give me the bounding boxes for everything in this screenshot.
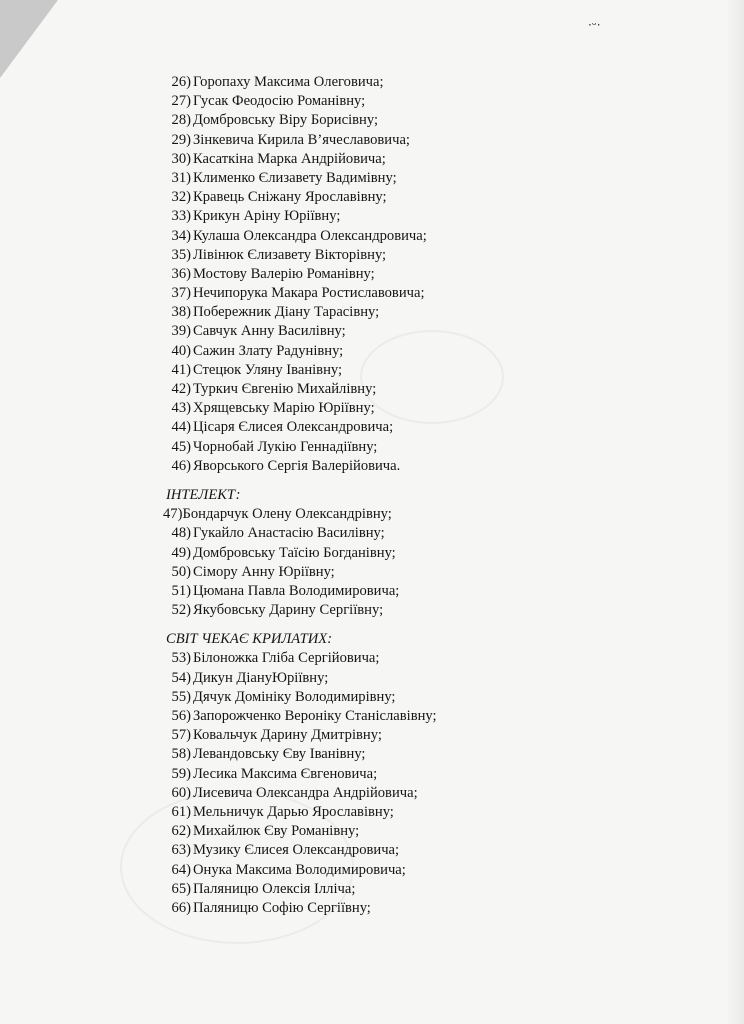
list-item-number: 66) (171, 899, 191, 916)
list-item-number: 64) (171, 861, 191, 878)
list-item-number: 38) (171, 304, 191, 321)
list-item (0, 207, 744, 226)
list-item-name: Дячук Домініку Володимирівну; (193, 688, 396, 705)
list-item-number: 53) (171, 650, 191, 667)
list-item-number: 45) (171, 438, 191, 455)
section-gap (0, 620, 744, 630)
list-section-main (0, 73, 744, 476)
list-item (0, 246, 744, 265)
list-section-svit (0, 649, 744, 918)
section-heading-text: ІНТЕЛЕКТ: (166, 486, 241, 503)
list-item-number: 33) (171, 208, 191, 225)
list-item-name: Онука Максима Володимировича; (193, 861, 406, 878)
list-item-number: 60) (171, 784, 191, 801)
list-item (0, 880, 744, 899)
list-item-name: Паляницю Олексія Ілліча; (193, 880, 356, 897)
list-item-name: Мостову Валерію Романівну; (193, 265, 375, 282)
list-item-name: Гусак Феодосію Романівну; (193, 93, 366, 110)
list-item-name: Музику Єлисея Олександровича; (193, 842, 400, 859)
list-item-number: 28) (171, 112, 191, 129)
list-item-text: 47)Бондарчук Олену Олександрівну; (163, 506, 392, 523)
list-item-number: 50) (171, 563, 191, 580)
list-item-name: Сажин Злату Радунівну; (193, 342, 344, 359)
list-item (0, 784, 744, 803)
list-item-number: 59) (171, 765, 191, 782)
list-item-number: 56) (171, 708, 191, 724)
list-item (0, 669, 744, 688)
list-item (0, 544, 744, 563)
list-item (0, 822, 744, 841)
list-item-number: 30) (171, 150, 191, 167)
list-item (0, 265, 744, 284)
list-item-number: 61) (171, 803, 191, 820)
list-item (0, 745, 744, 764)
section-heading-text: СВІТ ЧЕКАЄ КРИЛАТИХ: (166, 631, 333, 648)
name-list (0, 73, 744, 918)
list-item (0, 188, 744, 207)
list-item-name: Якубовську Дарину Сергіївну; (193, 602, 384, 619)
section-gap (0, 476, 744, 486)
list-item-number: 31) (171, 169, 191, 186)
list-item (0, 131, 744, 150)
list-item (0, 418, 744, 437)
list-item (0, 601, 744, 620)
list-item-name: Ковальчук Дарину Дмитрівну; (193, 727, 382, 744)
list-item (0, 111, 744, 130)
list-item-name: Туркич Євгенію Михайлівну; (193, 381, 377, 397)
list-item (0, 380, 744, 399)
list-item (0, 582, 744, 601)
list-item-name: Мельничук Дарью Ярославівну; (193, 803, 394, 820)
list-item-number: 57) (171, 727, 191, 744)
list-item (0, 92, 744, 111)
list-item (0, 342, 744, 361)
list-item-name: Савчук Анну Василівну; (193, 323, 346, 340)
list-item (0, 649, 744, 668)
list-item-name: Лівінюк Єлизавету Вікторівну; (193, 246, 387, 263)
list-item (0, 563, 744, 582)
list-item (0, 861, 744, 880)
list-item-number: 58) (171, 746, 191, 763)
list-item-name: Крикун Аріну Юріївну; (193, 208, 341, 225)
list-item-number: 41) (171, 361, 191, 378)
list-item (0, 227, 744, 246)
list-item (0, 303, 744, 322)
list-item-number: 37) (171, 285, 191, 302)
list-item-name: Горопаху Максима Олеговича; (193, 74, 384, 90)
list-item-name: Запорожченко Вероніку Станіславівну; (193, 708, 437, 724)
list-section-intelekt (0, 524, 744, 620)
list-item-name: Паляницю Софію Сергіївну; (193, 899, 371, 916)
list-item-name: Побережник Діану Тарасівну; (193, 304, 380, 321)
list-item-name: Яворського Сергія Валерійовича. (193, 457, 401, 474)
corner-scribble: ·ᵕ· (588, 18, 601, 32)
list-item (0, 524, 744, 543)
list-item-number: 36) (171, 265, 191, 282)
list-item (0, 505, 744, 524)
list-item-name: Лесика Максима Євгеновича; (193, 765, 378, 782)
list-item-number: 55) (171, 688, 191, 705)
list-item-name: Домбровську Віру Борисівну; (193, 112, 379, 129)
list-item-number: 44) (171, 419, 191, 436)
list-item (0, 803, 744, 822)
list-item (0, 726, 744, 745)
list-item-number: 29) (171, 131, 191, 148)
list-item-number: 39) (171, 323, 191, 340)
list-item-name: Гукайло Анастасію Василівну; (193, 525, 385, 542)
list-item (0, 438, 744, 457)
list-item-number: 32) (171, 189, 191, 206)
list-item (0, 73, 744, 92)
list-item (0, 169, 744, 188)
list-item-name: Касаткіна Марка Андрійовича; (193, 150, 386, 167)
folded-corner (0, 0, 58, 78)
list-item-number: 35) (171, 246, 191, 263)
list-item-name: Чорнобай Лукію Геннадіївну; (193, 438, 378, 455)
list-item (0, 399, 744, 418)
list-item-name: Домбровську Таїсію Богданівну; (193, 544, 396, 561)
list-item (0, 150, 744, 169)
list-item-name: Сімору Анну Юріївну; (193, 563, 335, 580)
list-item-name: Нечипорука Макара Ростиславовича; (193, 285, 425, 302)
list-item (0, 322, 744, 341)
list-item-name: Зінкевича Кирила В’ячеславовича; (193, 131, 410, 148)
list-item-number: 40) (171, 342, 191, 359)
list-item-name: Левандовську Єву Іванівну; (193, 746, 366, 763)
list-item-number: 51) (171, 582, 191, 599)
list-item-number: 34) (171, 227, 191, 244)
list-item (0, 457, 744, 476)
list-item (0, 765, 744, 784)
list-item-name: Цісаря Єлисея Олександровича; (193, 419, 394, 436)
section-heading-svit (0, 630, 744, 649)
list-item (0, 688, 744, 707)
list-item (0, 361, 744, 380)
list-item-number: 65) (171, 880, 191, 897)
list-item-number: 27) (171, 93, 191, 110)
list-item-number: 43) (171, 400, 191, 417)
list-item-name: Лисевича Олександра Андрійовича; (193, 784, 418, 801)
list-item-number: 42) (171, 381, 191, 397)
list-item-name: Дикун ДіануЮріївну; (193, 669, 329, 686)
list-item (0, 707, 744, 726)
list-item-number: 54) (171, 669, 191, 686)
list-item-number: 48) (171, 525, 191, 542)
list-item-number: 26) (171, 74, 191, 90)
list-item-number: 52) (171, 602, 191, 619)
list-item (0, 899, 744, 918)
list-item-number: 46) (171, 457, 191, 474)
list-item-name: Кулаша Олександра Олександровича; (193, 227, 427, 244)
list-item-name: Клименко Єлизавету Вадимівну; (193, 169, 397, 186)
list-item-name: Білоножка Гліба Сергійовича; (193, 650, 380, 667)
list-item (0, 841, 744, 860)
list-item-name: Цюмана Павла Володимировича; (193, 582, 400, 599)
list-item-number: 49) (171, 544, 191, 561)
list-item-number: 62) (171, 823, 191, 840)
list-item-number: 63) (171, 842, 191, 859)
list-item-name: Кравець Сніжану Ярославівну; (193, 189, 387, 206)
list-item-name: Хрящевську Марію Юріївну; (193, 400, 375, 417)
list-item-name: Стецюк Уляну Іванівну; (193, 361, 343, 378)
list-item (0, 284, 744, 303)
list-item-name: Михайлюк Єву Романівну; (193, 823, 360, 840)
section-heading-intelekt (0, 486, 744, 505)
